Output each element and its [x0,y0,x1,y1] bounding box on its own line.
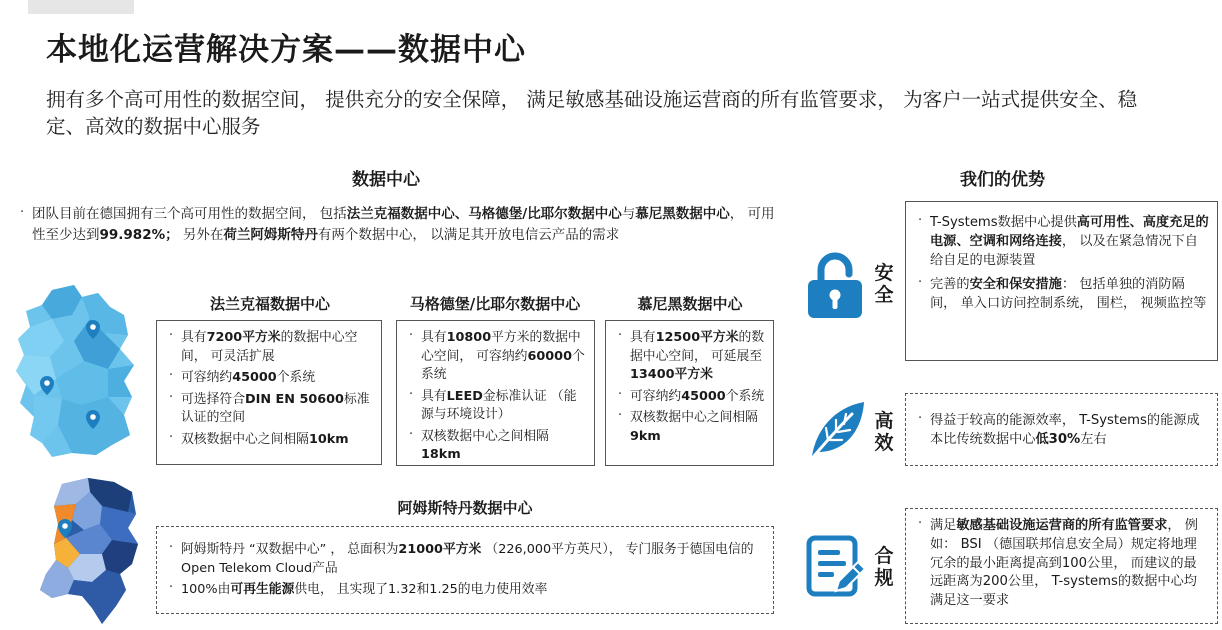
amsterdam-title: 阿姆斯特丹数据中心 [397,499,533,517]
frankfurt-title: 法兰克福数据中心 [209,295,330,313]
munich-title: 慕尼黑数据中心 [637,295,743,313]
germany-map-icon [12,285,142,460]
list-item: . 可选择符合DIN EN 50600标准认证的空间 [169,391,373,428]
list-item: . 具有LEED金标准认证 （能源与环境设计） [409,388,586,425]
padlock-icon [804,252,866,318]
compliance-label: 合 规 [874,545,894,589]
list-item: . 可容纳约45000个系统 [169,369,373,388]
list-item: . 双核数据中心之间相隔18km [409,428,586,465]
list-item: . 双核数据中心之间相隔10km [169,431,373,450]
intro-paragraph: . 团队目前在德国拥有三个高可用性的数据空间， 包括法兰克福数据中心、马格德堡/比耶尔数据中心与慕尼黑数据中心， 可用性至少达到99.982%； 另外在荷兰阿姆斯特丹有两个数据中心， 以满足其开放电信云产品的需求 [20,204,780,246]
list-item: . 100%由可再生能源供电， 且实现了1.32和1.25的电力使用效率 [169,581,765,600]
efficiency-label: 高 效 [874,410,894,454]
list-item: . 满足敏感基础设施运营商的所有监管要求， 例如： BSI （德国联邦信息安全局）规定将地理冗余的最小距离提高到100公里， 而建议的最远距离为200公里， T-systems的数据中心均满足这一要求 [918,517,1209,611]
magdeburg-card [396,320,595,466]
document-edit-icon [806,535,868,599]
list-item: . 具有12500平方米的数据中心空间， 可延展至13400平方米 [618,329,765,385]
frankfurt-card [156,320,382,465]
munich-card [605,320,774,466]
netherlands-map-icon [32,478,142,628]
list-item: . 可容纳约45000个系统 [618,388,765,407]
efficiency-card [905,393,1218,466]
security-label: 安 全 [874,262,894,306]
list-item: . 具有10800平方米的数据中心空间， 可容纳约60000个系统 [409,329,586,385]
data-center-heading: 数据中心 [352,170,420,190]
list-item: . T-Systems数据中心提供高可用性、高度充足的电源、空调和网络连接， 以及在紧急情况下自给自足的电源装置 [918,214,1209,270]
magdeburg-title: 马格德堡/比耶尔数据中心 [409,295,581,313]
leaf-icon [806,398,868,460]
list-item: . 得益于较高的能源效率， T-Systems的能源成本比传统数据中心低30%左右 [918,412,1209,450]
list-item: . 具有7200平方米的数据中心空间， 可灵活扩展 [169,329,373,366]
list-item: . 完善的安全和保安措施： 包括单独的消防隔间， 单入口访问控制系统， 围栏， 视频监控等 [918,276,1209,314]
list-item: . 双核数据中心之间相隔9km [618,409,765,446]
amsterdam-card [156,526,774,614]
page-title: 本地化运营解决方案——数据中心 [46,32,526,68]
advantages-heading: 我们的优势 [960,170,1045,190]
list-item: . 阿姆斯特丹 “双数据中心” ， 总面积为21000平方米 （226,000平方英尺）， 专门服务于德国电信的Open Telekom Cloud产品 [169,541,765,578]
top-accent-bar [28,0,134,14]
security-card [905,201,1218,361]
compliance-card [905,508,1218,624]
page-subtitle: 拥有多个高可用性的数据空间， 提供充分的安全保障， 满足敏感基础设施运营商的所有监管要求， 为客户一站式提供安全、稳定、高效的数据中心服务 [46,88,1138,138]
